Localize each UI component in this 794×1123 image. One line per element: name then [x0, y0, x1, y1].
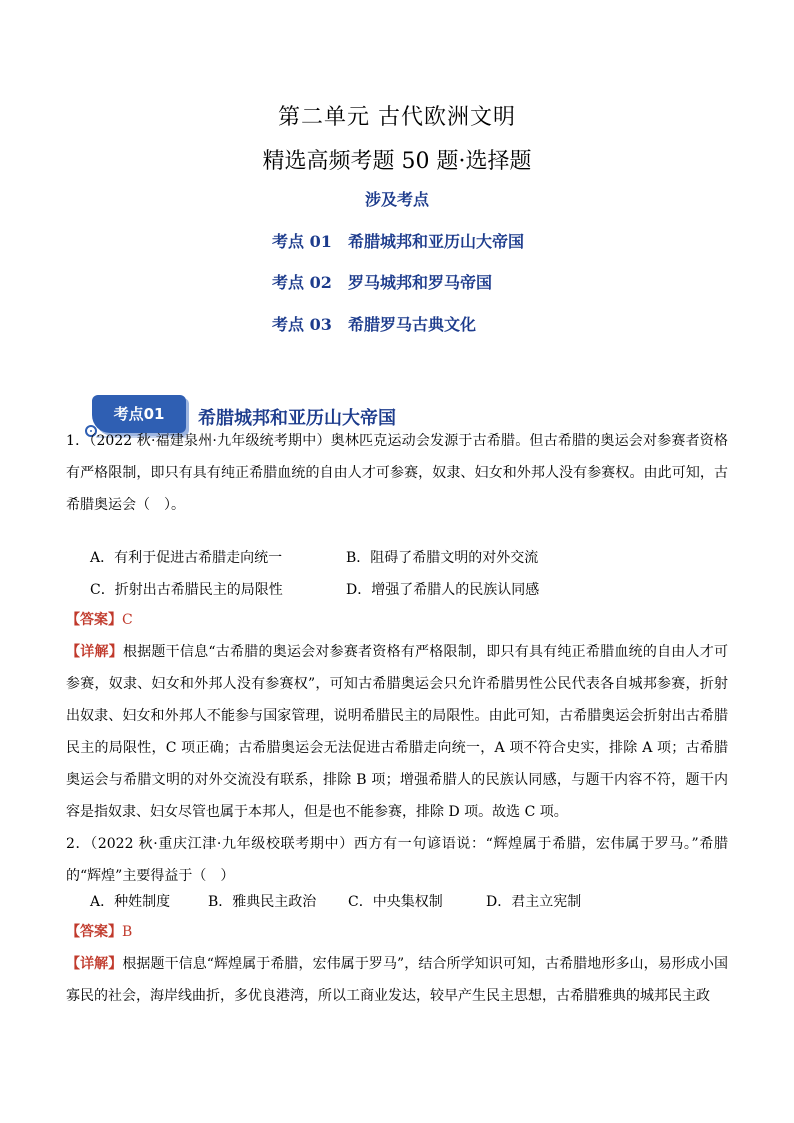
point-2 — [272, 270, 492, 293]
point-1 — [272, 229, 524, 252]
q1-option-d: D．增强了希腊人的民族认同感 — [346, 582, 540, 598]
q2-option-a: A．种姓制度 — [90, 894, 171, 910]
point-3-name: 希腊罗马古典文化 — [348, 315, 477, 334]
point-3 — [272, 312, 476, 335]
q2-detail: 根据题干信息“辉煌属于希腊，宏伟属于罗马”，结合所学知识可知，古希腊地形多山，易形成小国寡民的社会，海岸线曲折，多优良港湾，所以工商业发达，较早产生民主思想，古希腊雅典的城邦民主政 — [66, 956, 729, 1004]
q2-option-d: D．君主立宪制 — [486, 894, 582, 910]
unit-title: 第二单元 古代欧洲文明 — [278, 105, 516, 130]
q1-answer: C — [122, 612, 133, 628]
q2-answer-tag: 【答案】 — [66, 924, 122, 940]
point-1-code: 考点 01 — [272, 232, 332, 251]
q2-answer: B — [122, 924, 133, 940]
q1-detail: 根据题干信息“古希腊的奥运会对参赛者资格有严格限制，即只有具有纯正希腊血统的自由人才可参赛，奴隶、妇女和外邦人没有参赛权”，可知古希腊奥运会只允许希腊男性公民代表各自城邦参赛，折射出奴隶、妇女和外邦人不能参与国家管理，说明希腊民主的局限性。由此可知，古希腊奥运会折射出古希腊民主的局限性，C 项正确；古希腊奥运会无法促进古希腊走向统一，A 项不符合史实，排除 A 项；古希腊奥运会与希腊文明的对外交流没有联系，排除 B 项；增强希腊人的民族认同感，与题干内容不符，题干内容是指奴隶、妇女尽管也属于本邦人，但是也不能参赛，排除 D 项。故选 C 项。 — [66, 644, 729, 820]
scope-heading: 涉及考点 — [364, 190, 429, 209]
q2-option-b: B．雅典民主政治 — [208, 894, 317, 910]
q1-stem: 1．（2022 秋·福建泉州·九年级统考期中）奥林匹克运动会发源于古希腊。但古希腊的奥运会对参赛者资格有严格限制，即只有具有纯正希腊血统的自由人才可参赛，奴隶、妇女和外邦人没有参赛权。由此可知，古希腊奥运会（ ）。 — [66, 433, 728, 513]
q1-stem-block — [66, 425, 728, 521]
q2-stem: 2．（2022 秋·重庆江津·九年级校联考期中）西方有一句谚语说：“辉煌属于希腊，宏伟属于罗马。”希腊的“辉煌”主要得益于（ ） — [66, 836, 728, 884]
point-2-code: 考点 02 — [272, 273, 332, 292]
subtitle: 精选高频考题 50 题·选择题 — [262, 149, 532, 174]
section-tab: 考点01 — [92, 395, 186, 433]
q1-option-a: A．有利于促进古希腊走向统一 — [90, 550, 283, 566]
q2-detail-block — [66, 948, 728, 1012]
q2-answer-line — [66, 916, 728, 948]
point-3-code: 考点 03 — [272, 315, 332, 334]
q1-option-b: B．阻碍了希腊文明的对外交流 — [346, 550, 539, 566]
q1-answer-tag: 【答案】 — [66, 612, 122, 628]
point-2-name: 罗马城邦和罗马帝国 — [348, 273, 493, 292]
section-name: 希腊城邦和亚历山大帝国 — [198, 408, 396, 429]
point-1-name: 希腊城邦和亚历山大帝国 — [348, 232, 525, 251]
q1-option-c: C．折射出古希腊民主的局限性 — [90, 582, 283, 598]
q1-detail-tag: 【详解】 — [66, 644, 123, 660]
q2-stem-block — [66, 828, 728, 892]
q2-detail-tag: 【详解】 — [66, 956, 123, 972]
q1-answer-line — [66, 604, 728, 636]
q1-detail-block — [66, 636, 728, 828]
q2-option-c: C．中央集权制 — [348, 894, 443, 910]
